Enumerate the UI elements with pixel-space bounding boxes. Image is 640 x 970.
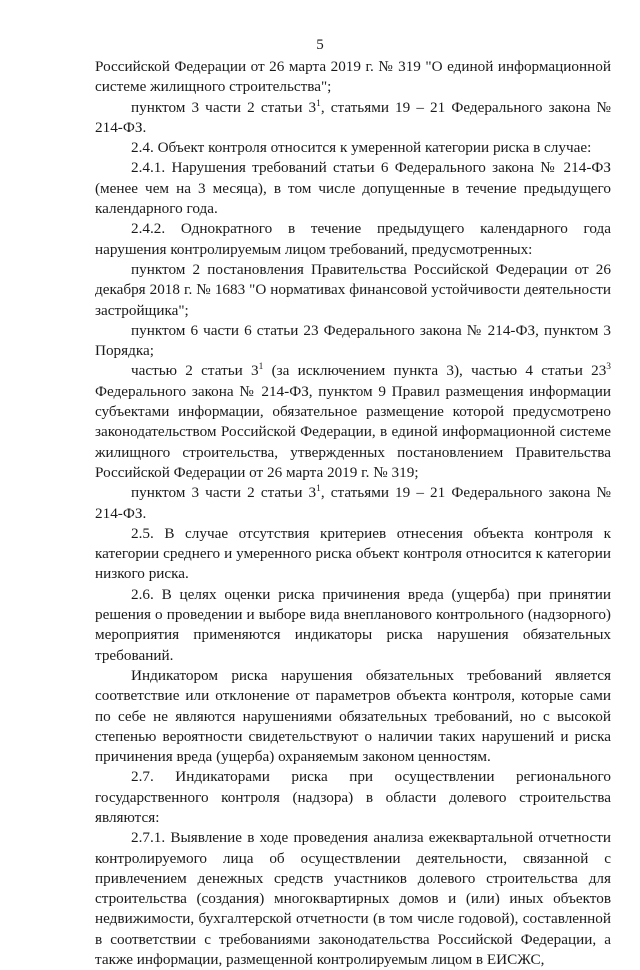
paragraph-text: , статьями 19 – 21 Федерального закона № 214-ФЗ. bbox=[95, 98, 611, 136]
paragraph-text: пунктом 3 части 2 статьи 3 bbox=[131, 98, 317, 116]
paragraph bbox=[95, 483, 611, 524]
paragraph bbox=[95, 585, 611, 666]
paragraph-text: пунктом 2 постановления Правительства Российской Федерации от 26 декабря 2018 г. № 1683 "О нормативах финансовой устойчивости деятельности застройщика"; bbox=[95, 260, 611, 319]
paragraph-text: 2.4. Объект контроля относится к умеренной категории риска в случае: bbox=[131, 139, 592, 157]
paragraph-text: 2.7. Индикаторами риска при осуществлении регионального государственного контроля (надзора) в области долевого строительства являются: bbox=[95, 768, 611, 826]
paragraph bbox=[95, 767, 611, 828]
paragraph bbox=[95, 158, 611, 219]
paragraph bbox=[95, 828, 611, 970]
paragraph bbox=[95, 361, 611, 483]
paragraph-text: 2.4.1. Нарушения требований статьи 6 Федерального закона № 214-ФЗ (менее чем на 3 месяца), в том числе допущенные в течение предыдущего календарного года. bbox=[95, 159, 611, 218]
paragraph bbox=[95, 666, 611, 767]
paragraph-text: пунктом 3 части 2 статьи 3 bbox=[131, 484, 317, 502]
paragraph bbox=[95, 321, 611, 362]
paragraph-text: Российской Федерации от 26 марта 2019 г. № 319 "О единой информационной системе жилищного строительства"; bbox=[95, 58, 611, 96]
paragraph bbox=[95, 98, 611, 139]
paragraph-text: 2.7.1. Выявление в ходе проведения анализа ежеквартальной отчетности контролируемого лица об осуществлении деятельности, связанной с привлечением денежных средств участников долевого строительства для строительства (создания) многоквартирных домов и (или) иных объектов недвижимости, бухгалтерской отчетности (в том числе годовой), составленной в соответствии с требованиями законодательства Российской Федерации, а также информации, размещенной контролируемым лицом в ЕИСЖС, bbox=[95, 829, 611, 969]
paragraph bbox=[95, 219, 611, 260]
paragraph-text: Федерального закона № 214-ФЗ, пунктом 9 Правил размещения информации субъектами информации, обязательное размещение которой предусмотрено законодательством Российской Федерации, в единой информационной системе жилищного строительства, утвержденных постановлением Правительства Российской Федерации от 26 марта 2019 г. № 319; bbox=[95, 382, 611, 481]
page-number: 5 bbox=[316, 37, 324, 53]
paragraph-text: , статьями 19 – 21 Федерального закона № 214-ФЗ. bbox=[95, 484, 611, 522]
paragraph-text: 2.5. В случае отсутствия критериев отнесения объекта контроля к категории среднего и умеренного риска объект контроля относится к категории низкого риска. bbox=[95, 524, 611, 583]
paragraph bbox=[95, 260, 611, 321]
superscript: 1 bbox=[316, 98, 321, 109]
paragraph bbox=[95, 524, 611, 585]
paragraph-text: пунктом 6 части 6 статьи 23 Федерального закона № 214-ФЗ, пунктом 3 Порядка; bbox=[95, 321, 611, 360]
paragraph-text: Индикатором риска нарушения обязательных требований является соответствие или отклонение от параметров объекта контроля, которые сами по себе не являются нарушениями обязательных требований, но с высокой степенью вероятности свидетельствуют о наличии таких нарушений и риска причинения вреда (ущерба) охраняемым законом ценностям. bbox=[95, 666, 611, 766]
paragraph-text: частью 2 статьи 3 bbox=[131, 362, 259, 380]
document-body bbox=[95, 57, 611, 970]
paragraph-text: 2.6. В целях оценки риска причинения вреда (ущерба) при принятии решения о проведении и выборе вида внепланового контрольного (надзорного) мероприятия применяются индикаторы риска нарушения обязательных требований. bbox=[95, 585, 611, 664]
superscript: 1 bbox=[258, 362, 264, 373]
paragraph bbox=[95, 57, 611, 98]
paragraph-text: 2.4.2. Однократного в течение предыдущего календарного года нарушения контролируемым лицом требований, предусмотренных: bbox=[95, 220, 611, 258]
superscript: 1 bbox=[316, 484, 321, 495]
superscript: 3 bbox=[606, 362, 611, 373]
paragraph bbox=[95, 138, 611, 158]
paragraph-text: (за исключением пункта 3), частью 4 статьи 23 bbox=[263, 362, 607, 380]
